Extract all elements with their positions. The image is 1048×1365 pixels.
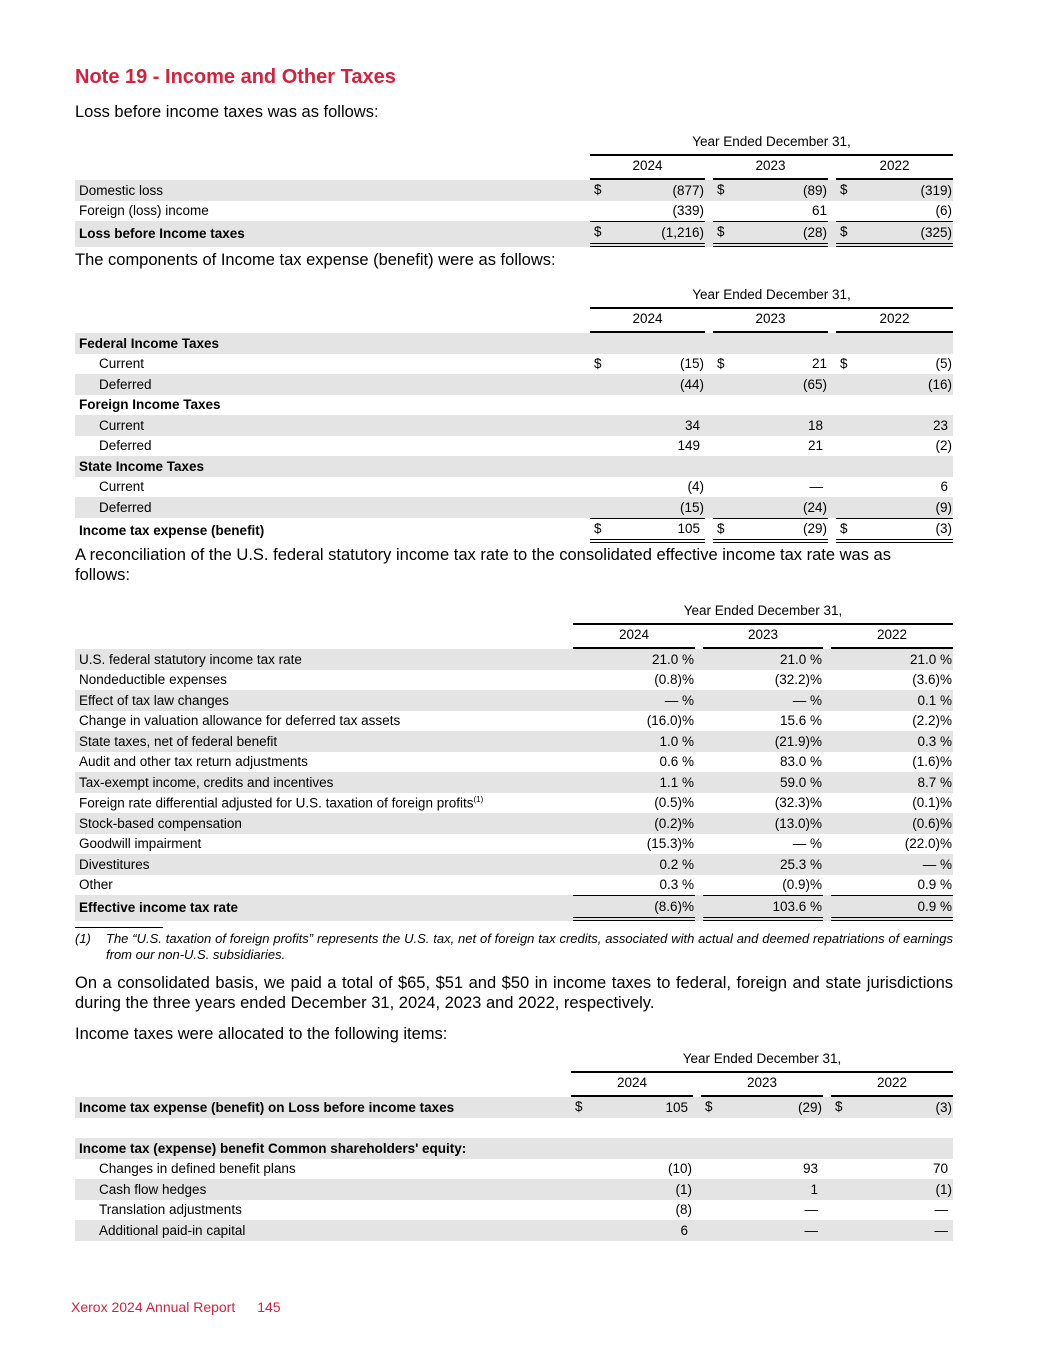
dollar-sign: $ <box>840 520 848 536</box>
year-header: 2022 <box>831 1073 953 1098</box>
taxes-paid-paragraph: On a consolidated basis, we paid a total of $65, $51 and $50 in income taxes to federal, foreign and state jurisdictions during the three years ended December 31, 2024, 2023 and 2022, respectively. <box>75 974 953 1012</box>
table-row <box>75 854 953 875</box>
table-total-row <box>75 518 953 544</box>
cell-value: 25.3 % <box>779 856 822 872</box>
column-span-header: Year Ended December 31, <box>590 284 953 309</box>
loss-before-income-taxes-table <box>75 131 953 247</box>
cell-value: (0.1)% <box>912 795 952 811</box>
table-row <box>75 772 953 793</box>
cell-value: (29) <box>802 521 827 537</box>
year-header: 2023 <box>713 309 828 334</box>
table-row <box>75 1159 953 1180</box>
cell-value: 15.6 % <box>779 713 822 729</box>
dollar-sign: $ <box>840 355 848 371</box>
cell-value: (2) <box>935 438 952 454</box>
tax-rate-reconciliation-table <box>75 600 953 921</box>
year-header: 2022 <box>836 156 953 181</box>
cell-value: (3.6)% <box>912 672 952 688</box>
cell-value: 23 <box>932 417 948 433</box>
cell-value: 8.7 % <box>917 774 952 790</box>
cell-value: 83.0 % <box>779 754 822 770</box>
dollar-sign: $ <box>594 182 602 197</box>
cell-value: (32.2)% <box>774 672 822 688</box>
cell-value: (32.3)% <box>774 795 822 811</box>
cell-value: (0.2)% <box>654 815 694 831</box>
dollar-sign: $ <box>717 520 725 536</box>
column-span-header: Year Ended December 31, <box>573 600 953 625</box>
cell-value: — <box>804 1222 818 1238</box>
cell-value: (1,216) <box>661 224 704 240</box>
cell-value: 0.1 % <box>917 692 952 708</box>
row-label: Goodwill impairment <box>79 836 202 852</box>
row-label: Current <box>75 415 590 436</box>
cell-value: — % <box>792 692 822 708</box>
cell-value: (16.0)% <box>646 713 694 729</box>
cell-value: — % <box>792 836 822 852</box>
year-header: 2024 <box>571 1073 693 1098</box>
cell-value: (6) <box>935 203 952 219</box>
cell-value: (877) <box>672 182 704 198</box>
table-row <box>75 690 953 711</box>
footnote <box>75 931 953 963</box>
cell-value: — % <box>664 692 694 708</box>
cell-value: 0.2 % <box>659 856 694 872</box>
row-label: Effect of tax law changes <box>75 690 573 711</box>
footnote-divider <box>75 927 163 928</box>
dollar-sign: $ <box>594 520 602 536</box>
footnote-reference: (1) <box>473 795 484 804</box>
cell-value: (319) <box>920 182 952 198</box>
intro-loss-before-taxes: Loss before income taxes was as follows: <box>75 103 379 121</box>
cell-value: 0.3 % <box>659 877 694 893</box>
row-label: Nondeductible expenses <box>79 672 227 688</box>
column-span-header: Year Ended December 31, <box>590 131 953 156</box>
tax-allocation-table <box>75 1048 953 1241</box>
cell-value: (13.0)% <box>774 815 822 831</box>
cell-value: 21.0 % <box>909 651 952 667</box>
cell-value: 103.6 % <box>772 898 822 914</box>
dollar-sign: $ <box>575 1099 583 1114</box>
row-label: Deferred <box>99 438 152 454</box>
row-label: Foreign (loss) income <box>79 203 209 219</box>
section-label: Income tax (expense) benefit Common shareholders' equity: <box>75 1138 571 1159</box>
cell-value: 18 <box>807 417 823 433</box>
table-row <box>75 374 953 395</box>
cell-value: (5) <box>935 356 952 372</box>
row-label: Cash flow hedges <box>75 1179 571 1200</box>
row-label: U.S. federal statutory income tax rate <box>75 649 573 670</box>
cell-value: 105 <box>665 1099 688 1115</box>
dollar-sign: $ <box>717 224 725 239</box>
row-label: Tax-exempt income, credits and incentives <box>75 772 573 793</box>
section-label: Foreign Income Taxes <box>79 397 221 413</box>
row-label: Changes in defined benefit plans <box>99 1161 296 1177</box>
section-row <box>75 395 953 416</box>
section-row <box>75 456 953 477</box>
table-row <box>75 813 953 834</box>
table-row <box>75 415 953 436</box>
row-label: Loss before Income taxes <box>75 221 590 247</box>
dollar-sign: $ <box>705 1099 713 1114</box>
table-row <box>75 201 953 222</box>
table-row <box>75 649 953 670</box>
year-header: 2024 <box>573 625 695 650</box>
row-label: Translation adjustments <box>99 1202 242 1218</box>
row-label: Additional paid-in capital <box>75 1220 571 1241</box>
cell-value: (1) <box>935 1181 952 1197</box>
column-span-header: Year Ended December 31, <box>571 1048 953 1073</box>
year-header: 2023 <box>713 156 828 181</box>
cell-value: — % <box>922 856 952 872</box>
row-label: Stock-based compensation <box>75 813 573 834</box>
dollar-sign: $ <box>840 224 848 239</box>
row-label: Other <box>79 877 113 893</box>
section-row <box>75 1138 953 1159</box>
table-row <box>75 670 953 691</box>
row-label: State taxes, net of federal benefit <box>75 731 573 752</box>
section-label: State Income Taxes <box>75 456 590 477</box>
row-label: Current <box>99 479 145 495</box>
cell-value: 1.1 % <box>659 774 694 790</box>
cell-value: (1) <box>675 1181 692 1197</box>
table-total-row <box>75 221 953 247</box>
table-row <box>75 752 953 773</box>
table-row <box>75 497 953 518</box>
row-label: Current <box>99 356 145 372</box>
cell-value: 34 <box>684 417 700 433</box>
cell-value: 1.0 % <box>659 733 694 749</box>
cell-value: 21 <box>811 356 827 372</box>
table-row <box>75 1097 953 1118</box>
footnote-marker: (1) <box>75 931 91 946</box>
cell-value: (15.3)% <box>646 836 694 852</box>
cell-value: (29) <box>797 1099 822 1115</box>
cell-value: (44) <box>679 376 704 392</box>
intro-tax-components: The components of Income tax expense (benefit) were as follows: <box>75 251 556 269</box>
cell-value: 21 <box>807 438 823 454</box>
table-row <box>75 711 953 732</box>
table-row <box>75 436 953 457</box>
cell-value: (2.2)% <box>912 713 952 729</box>
cell-value: 149 <box>677 438 700 454</box>
row-label: Divestitures <box>75 854 573 875</box>
cell-value: 70 <box>932 1161 948 1177</box>
cell-value: (65) <box>802 376 827 392</box>
year-header: 2023 <box>701 1073 823 1098</box>
cell-value: (4) <box>687 479 704 495</box>
cell-value: 1 <box>810 1181 818 1197</box>
report-name: Xerox 2024 Annual Report <box>71 1299 236 1315</box>
cell-value: 59.0 % <box>779 774 822 790</box>
cell-value: (22.0)% <box>904 836 952 852</box>
cell-value: 6 <box>680 1222 688 1238</box>
cell-value: (0.5)% <box>654 795 694 811</box>
dollar-sign: $ <box>594 355 602 371</box>
cell-value: (15) <box>679 356 704 372</box>
cell-value: (0.8)% <box>654 672 694 688</box>
cell-value: 61 <box>811 203 827 219</box>
cell-value: (15) <box>679 499 704 515</box>
table-row <box>75 731 953 752</box>
cell-value: (339) <box>672 203 704 219</box>
table-row <box>75 1200 953 1221</box>
cell-value: (10) <box>667 1161 692 1177</box>
dollar-sign: $ <box>835 1099 843 1114</box>
note-title: Note 19 - Income and Other Taxes <box>75 66 396 88</box>
cell-value: (3) <box>935 521 952 537</box>
year-header: 2023 <box>703 625 823 650</box>
table-total-row <box>75 895 953 921</box>
table-row <box>75 1179 953 1200</box>
cell-value: 0.9 % <box>917 877 952 893</box>
row-label: Domestic loss <box>75 180 590 201</box>
cell-value: — <box>934 1222 948 1238</box>
row-label: Deferred <box>75 497 590 518</box>
cell-value: — <box>804 1202 818 1218</box>
cell-value: (89) <box>802 182 827 198</box>
row-label: Deferred <box>75 374 590 395</box>
intro-rate-reconciliation: A reconciliation of the U.S. federal statutory income tax rate to the consolidated effective income tax rate was as follows: <box>75 546 891 584</box>
cell-value: (21.9)% <box>774 733 822 749</box>
cell-value: 6 <box>940 479 948 495</box>
cell-value: 21.0 % <box>651 651 694 667</box>
dollar-sign: $ <box>717 182 725 197</box>
table-row <box>75 1220 953 1241</box>
row-label: Income tax expense (benefit) on Loss before income taxes <box>75 1097 571 1118</box>
cell-value: 105 <box>677 521 700 537</box>
dollar-sign: $ <box>717 355 725 371</box>
cell-value: (0.9)% <box>782 877 822 893</box>
row-label: Effective income tax rate <box>75 895 573 921</box>
cell-value: 21.0 % <box>779 651 822 667</box>
cell-value: (9) <box>935 499 952 515</box>
cell-value: — <box>809 479 823 495</box>
page-number: 145 <box>257 1299 281 1315</box>
section-row <box>75 333 953 354</box>
row-label: Audit and other tax return adjustments <box>79 754 308 770</box>
section-label: Federal Income Taxes <box>75 333 590 354</box>
table-row <box>75 180 953 201</box>
year-header: 2022 <box>836 309 953 334</box>
table-row <box>75 477 953 498</box>
cell-value: 93 <box>802 1161 818 1177</box>
cell-value: (28) <box>802 224 827 240</box>
cell-value: (8.6)% <box>654 898 694 914</box>
dollar-sign: $ <box>594 224 602 239</box>
cell-value: (325) <box>920 224 952 240</box>
cell-value: — <box>934 1202 948 1218</box>
year-header: 2022 <box>831 625 953 650</box>
table-row <box>75 793 953 814</box>
dollar-sign: $ <box>840 182 848 197</box>
cell-value: (0.6)% <box>912 815 952 831</box>
year-header: 2024 <box>590 309 705 334</box>
cell-value: 0.6 % <box>659 754 694 770</box>
year-header: 2024 <box>590 156 705 181</box>
table-row <box>75 875 953 896</box>
cell-value: (8) <box>675 1202 692 1218</box>
row-label <box>75 793 573 814</box>
cell-value: 0.9 % <box>917 898 952 914</box>
income-tax-components-table <box>75 284 953 543</box>
intro-allocation: Income taxes were allocated to the following items: <box>75 1025 448 1043</box>
table-row <box>75 834 953 855</box>
row-label-text: Foreign rate differential adjusted for U.S. taxation of foreign profits <box>79 795 474 811</box>
table-row <box>75 354 953 375</box>
cell-value: (16) <box>927 376 952 392</box>
cell-value: (24) <box>802 499 827 515</box>
row-label: Income tax expense (benefit) <box>79 522 265 538</box>
footnote-text: The “U.S. taxation of foreign profits” represents the U.S. tax, net of foreign tax credits, associated with actual and deemed repatriations of earnings from our non-U.S. subsidiaries. <box>106 931 953 962</box>
row-label: Change in valuation allowance for deferred tax assets <box>79 713 401 729</box>
page-footer <box>71 1299 281 1315</box>
cell-value: 0.3 % <box>917 733 952 749</box>
cell-value: (1.6)% <box>912 754 952 770</box>
cell-value: (3) <box>935 1099 952 1115</box>
blank-row <box>75 1118 953 1139</box>
